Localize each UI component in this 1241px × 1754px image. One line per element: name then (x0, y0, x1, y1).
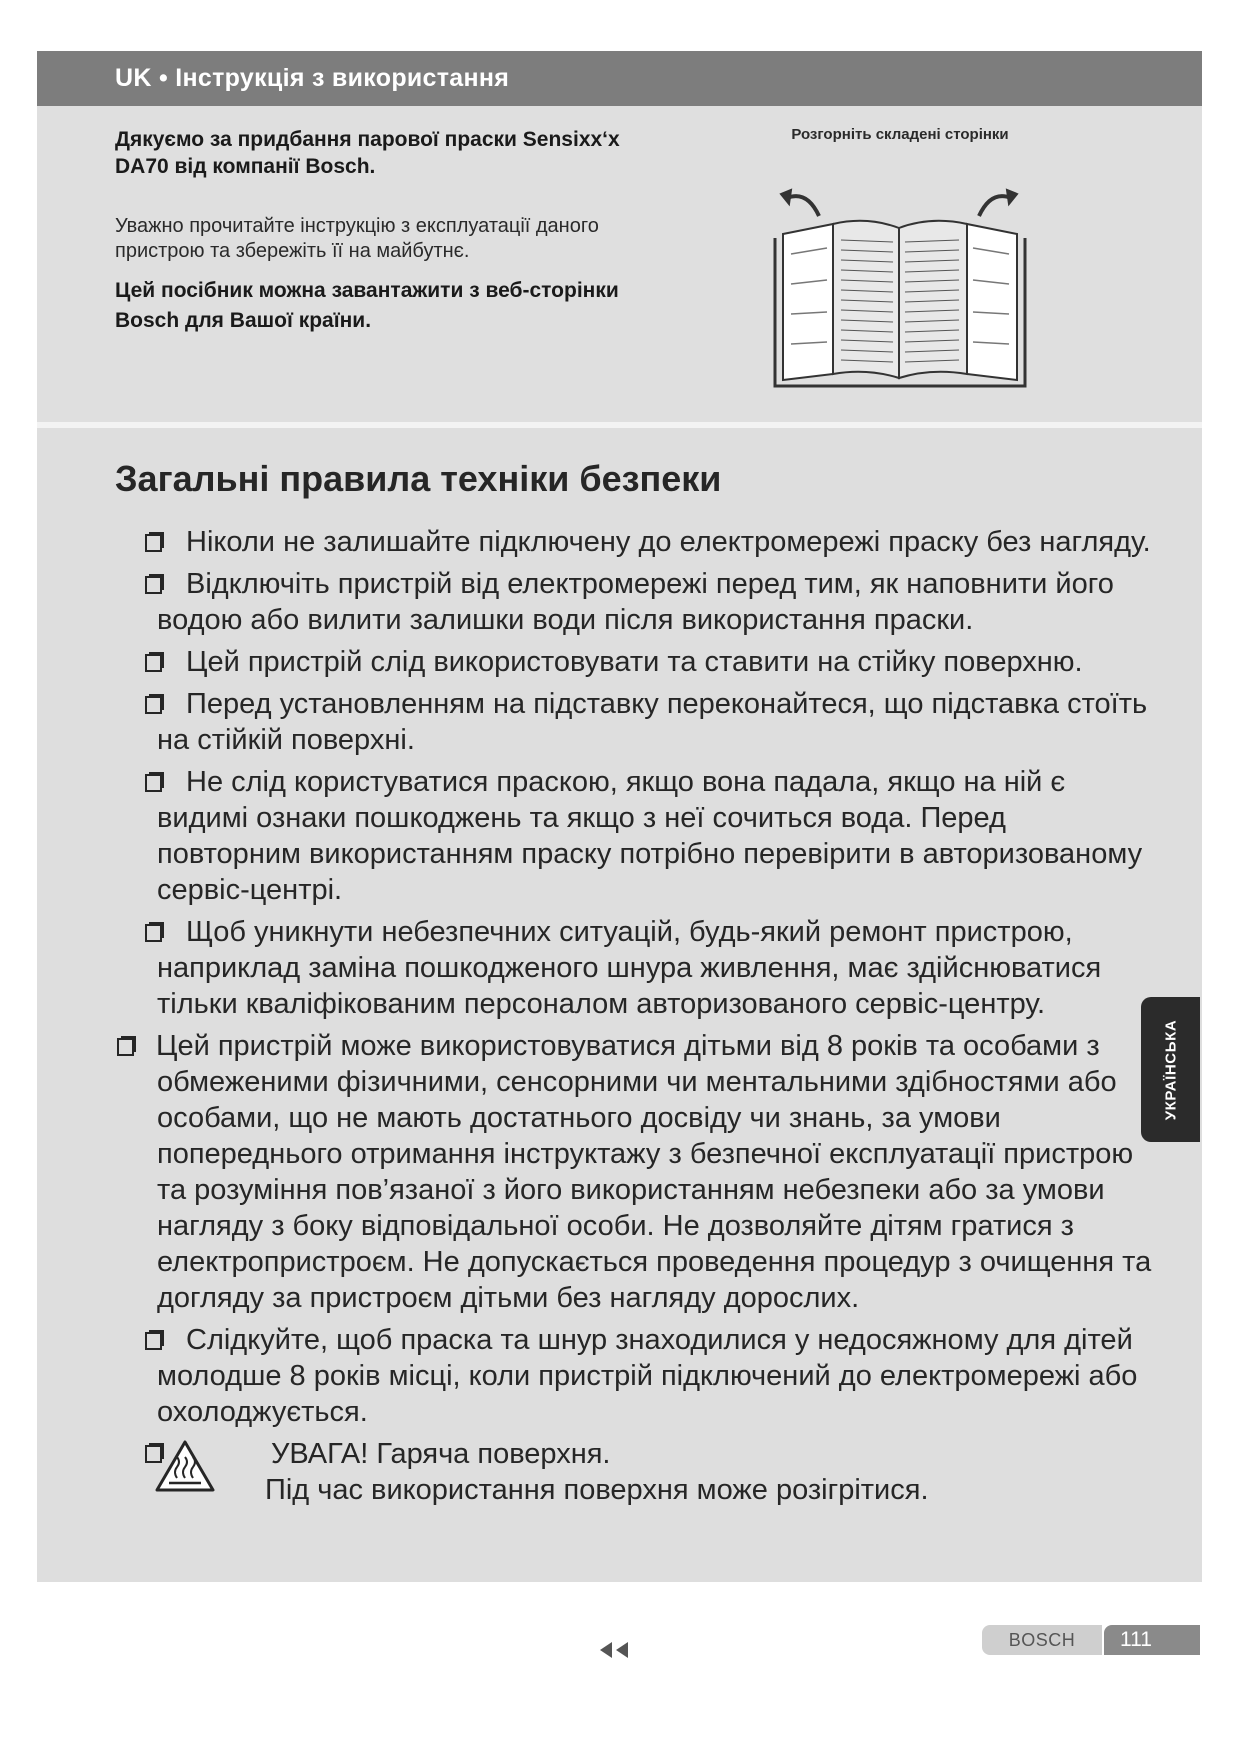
header-bar (37, 51, 1202, 106)
safety-rule-text: Не слід користуватися праскою, якщо вона падала, якщо на ній є видимі ознаки пошкоджень та якщо з неї сочиться вода. Перед повторним використанням праску потрібно перевірити в авторизованому сервіс-центрі. (157, 766, 1143, 906)
safety-rule (157, 686, 1157, 758)
warning-text: Під час використання поверхня може розігрітися. (265, 1474, 929, 1506)
checkbox-bullet-icon (145, 696, 162, 714)
safety-rule (157, 1322, 1157, 1430)
language-side-tab (1141, 997, 1200, 1142)
safety-rule (157, 1028, 1157, 1316)
safety-rule (157, 566, 1157, 638)
safety-section-title: Загальні правила техніки безпеки (115, 458, 722, 499)
safety-rule-text: Перед установленням на підставку переконайтеся, що підставка стоїть на стійкій поверхні. (157, 688, 1148, 756)
checkbox-bullet-icon (145, 924, 162, 942)
safety-rule (157, 644, 1157, 680)
safety-rule-text: Цей пристрій слід використовувати та ставити на стійку поверхню. (186, 646, 1083, 678)
warning-title: УВАГА! Гаряча поверхня. (271, 1438, 611, 1470)
checkbox-bullet-icon (145, 1332, 162, 1350)
intro-thanks-text: Дякуємо за придбання парової праски Sensixx‘x DA70 від компанії Bosch. (115, 128, 620, 178)
fold-pages-caption: Розгорніть складені сторінки (791, 126, 1009, 143)
checkbox-bullet-icon (145, 576, 162, 594)
checkbox-bullet-icon (145, 774, 162, 792)
hot-surface-warning-icon (153, 1436, 217, 1496)
language-label: УКРАЇНСЬКА (1162, 1019, 1179, 1120)
intro-panel (37, 106, 1202, 422)
intro-read-instructions: Уважно прочитайте інструкцію з експлуатації даного пристрою та збережіть її на майбутнє. (115, 215, 599, 262)
safety-rule-text: Слідкуйте, щоб праска та шнур знаходилися у недосяжному для дітей молодше 8 років місці, коли пристрій підключений до електромережі або охолоджується. (157, 1324, 1138, 1428)
safety-rule-text: Щоб уникнути небезпечних ситуацій, будь-який ремонт пристрою, наприклад заміна пошкодженого шнура живлення, має здійснюватися тільки кваліфікованим персоналом авторизованого сервіс-центру. (157, 916, 1102, 1020)
safety-rule (157, 914, 1157, 1022)
hot-surface-warning (145, 1436, 1145, 1518)
intro-download-note: Цей посібник можна завантажити з веб-сторінки Bosch для Вашої країни. (115, 279, 619, 332)
safety-rule (157, 524, 1157, 560)
checkbox-bullet-icon (145, 534, 162, 552)
safety-rules-list (37, 524, 1202, 1518)
checkbox-bullet-icon (145, 654, 162, 672)
safety-rule-text: Ніколи не залишайте підключену до електромережі праску без нагляду. (186, 526, 1151, 558)
safety-rule-text: Відключіть пристрій від електромережі перед тим, як наповнити його водою або вилити залишки води після використання праски. (157, 568, 1114, 636)
safety-panel (37, 428, 1202, 1582)
page-number: 111 (1104, 1625, 1200, 1655)
safety-rule (157, 764, 1157, 908)
double-left-arrow-icon[interactable] (598, 1640, 632, 1660)
footer-brand: BOSCH (982, 1625, 1102, 1655)
checkbox-bullet-icon (117, 1038, 134, 1056)
page-header-title: UK • Інструкція з використання (115, 64, 510, 92)
safety-rule-text: Цей пристрій може використовуватися дітьми від 8 років та особами з обмеженими фізичними, сенсорними чи ментальними здібностями або особами, що не мають достатнього досвіду чи знань, за умови попереднього отримання інструктажу з безпечної експлуатації пристрою та розуміння пов’язаної з його використанням небезпеки або за умови нагляду з боку відповідальної особи. Не дозволяйте дітям гратися з електропристроєм. Не допускається проведення процедур з очищення та догляду за пристроєм дітьми без нагляду дорослих. (156, 1030, 1152, 1314)
folded-pages-icon (747, 150, 1053, 396)
